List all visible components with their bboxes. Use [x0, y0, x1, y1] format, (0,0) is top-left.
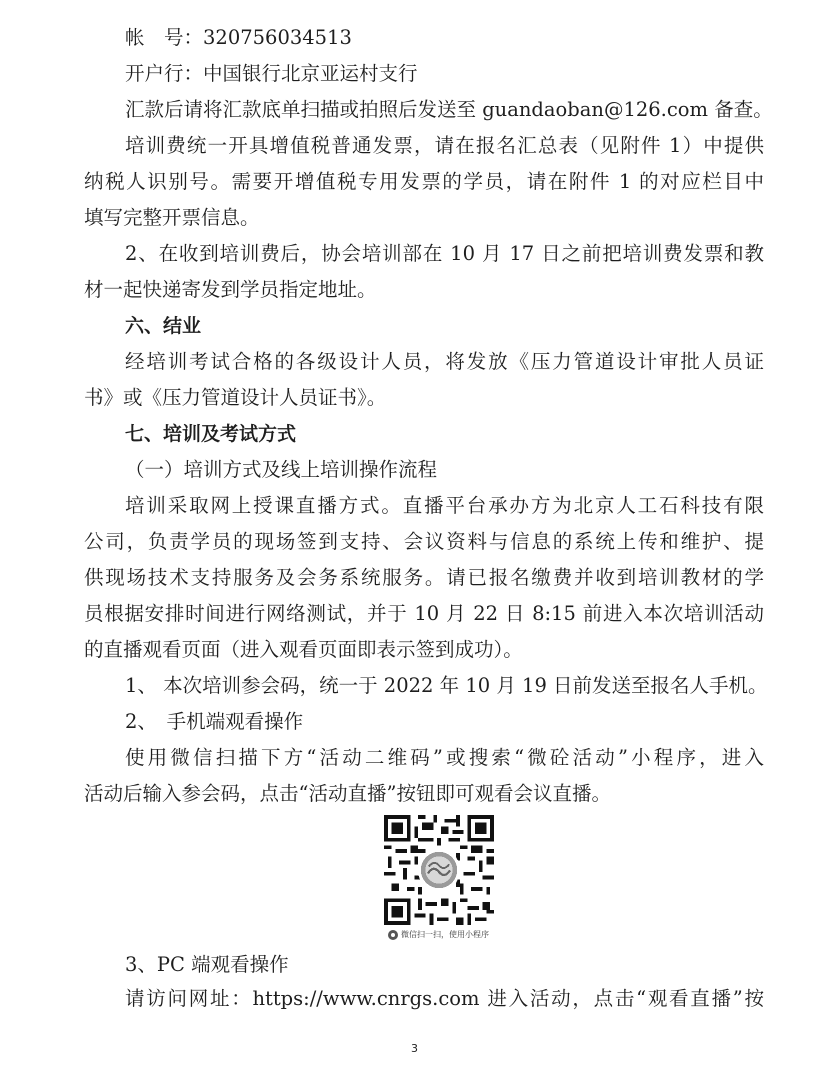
item-1-meeting-code: 1、 本次培训参会码，统一于 2022 年 10 月 19 日前发送至报名人手机。 — [125, 674, 768, 697]
mobile-paragraph-line-1: 使用微信扫描下方“活动二维码”或搜索“微砼活动”小程序，进入 — [125, 746, 764, 769]
method-paragraph-line-5: 的直播观看页面（进入观看页面即表示签到成功）。 — [84, 638, 523, 661]
mobile-paragraph-line-2: 活动后输入参会码，点击“活动直播”按钮即可观看会议直播。 — [84, 782, 611, 805]
completion-paragraph-line-2: 书》或《压力管道设计人员证书》。 — [84, 386, 387, 409]
method-paragraph-line-3: 供现场技术支持服务及会务系统服务。请已报名缴费并收到培训教材的学 — [84, 566, 764, 589]
wechat-mini-program-icon — [388, 930, 398, 940]
method-paragraph-line-1: 培训采取网上授课直播方式。直播平台承办方为北京人工石科技有限 — [125, 494, 764, 517]
qr-code-icon[interactable] — [384, 815, 494, 925]
delivery-paragraph-line-1: 2、在收到培训费后，协会培训部在 10 月 17 日之前把培训费发票和教 — [125, 242, 764, 265]
remittance-note-line: 汇款后请将汇款底单扫描或拍照后发送至 guandaoban@126.com 备查。 — [125, 98, 773, 121]
bank-branch-line: 开户行：中国银行北京亚运村支行 — [125, 62, 418, 85]
invoice-paragraph-line-2: 纳税人识别号。需要开增值税专用发票的学员，请在附件 1 的对应栏目中 — [84, 170, 764, 193]
invoice-paragraph-line-1: 培训费统一开具增值税普通发票，请在报名汇总表（见附件 1）中提供 — [125, 134, 764, 157]
qr-caption-text: 微信扫一扫，使用小程序 — [401, 930, 489, 939]
subsection-heading-training-method: （一）培训方式及线上培训操作流程 — [125, 458, 438, 481]
method-paragraph-line-2: 公司，负责学员的现场签到支持、会议资料与信息的系统上传和维护、提 — [84, 530, 764, 553]
item-3-pc-viewing: 3、PC 端观看操作 — [125, 953, 289, 976]
pc-paragraph-line-1: 请访问网址：https://www.cnrgs.com 进入活动，点击“观看直播”按 — [125, 987, 764, 1010]
section-heading-completion: 六、结业 — [125, 315, 202, 337]
completion-paragraph-line-1: 经培训考试合格的各级设计人员，将发放《压力管道设计审批人员证 — [125, 350, 764, 373]
qr-caption — [388, 928, 489, 942]
item-2-mobile-viewing: 2、 手机端观看操作 — [125, 710, 304, 733]
account-number-line: 帐 号：320756034513 — [125, 26, 352, 49]
section-heading-training-exam: 七、培训及考试方式 — [125, 423, 297, 445]
page-number: 3 — [411, 1042, 418, 1055]
method-paragraph-line-4: 员根据安排时间进行网络测试，并于 10 月 22 日 8:15 前进入本次培训活动 — [84, 602, 764, 625]
invoice-paragraph-line-3: 填写完整开票信息。 — [84, 206, 260, 229]
delivery-paragraph-line-2: 材一起快递寄发到学员指定地址。 — [84, 278, 377, 301]
